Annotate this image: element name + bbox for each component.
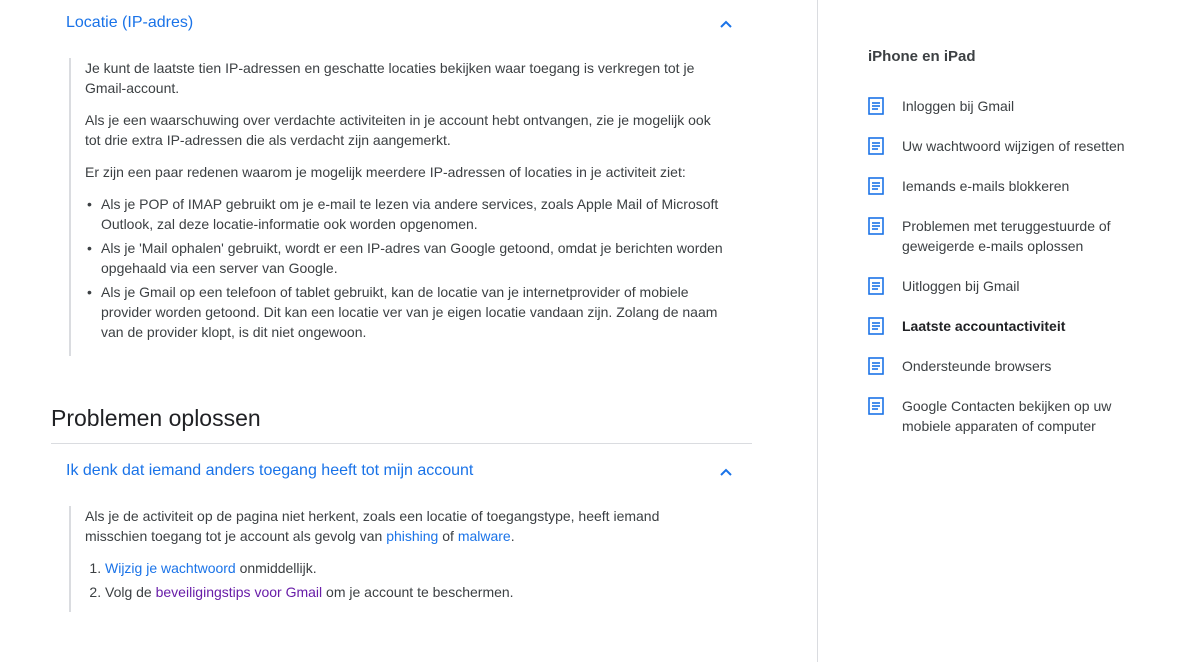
numbered-list bbox=[85, 558, 725, 602]
divider bbox=[51, 443, 752, 444]
section-title: Problemen oplossen bbox=[51, 405, 261, 431]
malware-link[interactable]: malware bbox=[457, 528, 511, 544]
document-icon bbox=[868, 97, 884, 115]
paragraph bbox=[85, 506, 725, 546]
text: of bbox=[438, 528, 458, 544]
sidebar-item-contacts[interactable] bbox=[868, 396, 1158, 436]
accordion-header-access[interactable] bbox=[66, 458, 736, 488]
list-item: • Als je POP of IMAP gebruikt om je e-mail te lezen via andere services, zoals Apple Mail of Microsoft Outlook, zal deze locatie-informatie ook worden opgenomen. bbox=[101, 194, 725, 234]
chevron-up-icon[interactable] bbox=[716, 462, 736, 482]
sidebar-item-block[interactable] bbox=[868, 176, 1158, 196]
text: onmiddellijk. bbox=[235, 560, 317, 576]
sidebar-item-label[interactable]: Iemands e-mails blokkeren bbox=[902, 178, 1070, 194]
sidebar-item-browsers[interactable] bbox=[868, 356, 1158, 376]
accordion-title-access[interactable]: Ik denk dat iemand anders toegang heeft tot mijn account bbox=[66, 462, 474, 479]
text: Als je de activiteit op de pagina niet herkent, zoals een locatie of toegangstype, heeft iemand misschien toegang tot je account als gevolg van bbox=[85, 508, 660, 544]
document-icon bbox=[868, 137, 884, 155]
accordion-title-location[interactable]: Locatie (IP-adres) bbox=[66, 14, 194, 31]
sidebar-item-label[interactable]: Inloggen bij Gmail bbox=[902, 98, 1015, 114]
sidebar-item-label[interactable]: Google Contacten bekijken op uw mobiele apparaten of computer bbox=[902, 398, 1112, 434]
paragraph: Er zijn een paar redenen waarom je mogelijk meerdere IP-adressen of locaties in je activiteit ziet: bbox=[85, 164, 686, 180]
accordion-body-location bbox=[69, 58, 725, 356]
bullet-list bbox=[85, 194, 725, 342]
sidebar-item-label[interactable]: Laatste accountactiviteit bbox=[902, 318, 1066, 334]
sidebar-title: iPhone en iPad bbox=[868, 48, 976, 65]
text: Volg de bbox=[105, 584, 156, 600]
sidebar-item-bounced[interactable] bbox=[868, 216, 1158, 256]
sidebar-item-label[interactable]: Problemen met teruggestuurde of geweigerde e-mails oplossen bbox=[902, 218, 1111, 254]
accordion-body-access bbox=[69, 506, 725, 612]
list-item: • Als je Gmail op een telefoon of tablet gebruikt, kan de locatie van je internetprovider of mobiele provider worden getoond. Dit kan een locatie ver van je eigen locatie vandaan zijn. Zolang de naam van de provider klopt, is dit niet ongewoon. bbox=[101, 282, 725, 342]
document-icon bbox=[868, 217, 884, 235]
document-icon bbox=[868, 317, 884, 335]
phishing-link[interactable]: phishing bbox=[386, 528, 439, 544]
document-icon bbox=[868, 277, 884, 295]
text: om je account te beschermen. bbox=[322, 584, 514, 600]
change-password-link[interactable]: Wijzig je wachtwoord bbox=[105, 560, 236, 576]
sidebar-item-label[interactable]: Ondersteunde browsers bbox=[902, 358, 1052, 374]
sidebar-item-account-activity[interactable] bbox=[868, 316, 1158, 336]
security-tips-link[interactable]: beveiligingstips voor Gmail bbox=[155, 584, 323, 600]
accordion-header-location[interactable] bbox=[66, 10, 736, 40]
document-icon bbox=[868, 397, 884, 415]
paragraph: Als je een waarschuwing over verdachte activiteiten in je account hebt ontvangen, zie je mogelijk ook tot drie extra IP-adressen die als verdacht zijn aangemerkt. bbox=[85, 112, 711, 148]
chevron-up-icon[interactable] bbox=[716, 14, 736, 34]
sidebar-list bbox=[868, 96, 1158, 456]
list-item: • Als je 'Mail ophalen' gebruikt, wordt er een IP-adres van Google getoond, omdat je berichten worden opgehaald via een server van Google. bbox=[101, 238, 725, 278]
document-icon bbox=[868, 177, 884, 195]
document-icon bbox=[868, 357, 884, 375]
sidebar-item-sign-out[interactable] bbox=[868, 276, 1158, 296]
text: . bbox=[510, 528, 515, 544]
sidebar-item-label[interactable]: Uitloggen bij Gmail bbox=[902, 278, 1020, 294]
sidebar-item-sign-in[interactable] bbox=[868, 96, 1158, 116]
list-item bbox=[105, 582, 725, 602]
sidebar-item-label[interactable]: Uw wachtwoord wijzigen of resetten bbox=[902, 138, 1125, 154]
list-item bbox=[105, 558, 725, 578]
paragraph: Je kunt de laatste tien IP-adressen en geschatte locaties bekijken waar toegang is verkregen tot je Gmail-account. bbox=[85, 60, 695, 96]
sidebar-divider bbox=[817, 0, 818, 662]
sidebar-item-password[interactable] bbox=[868, 136, 1158, 156]
